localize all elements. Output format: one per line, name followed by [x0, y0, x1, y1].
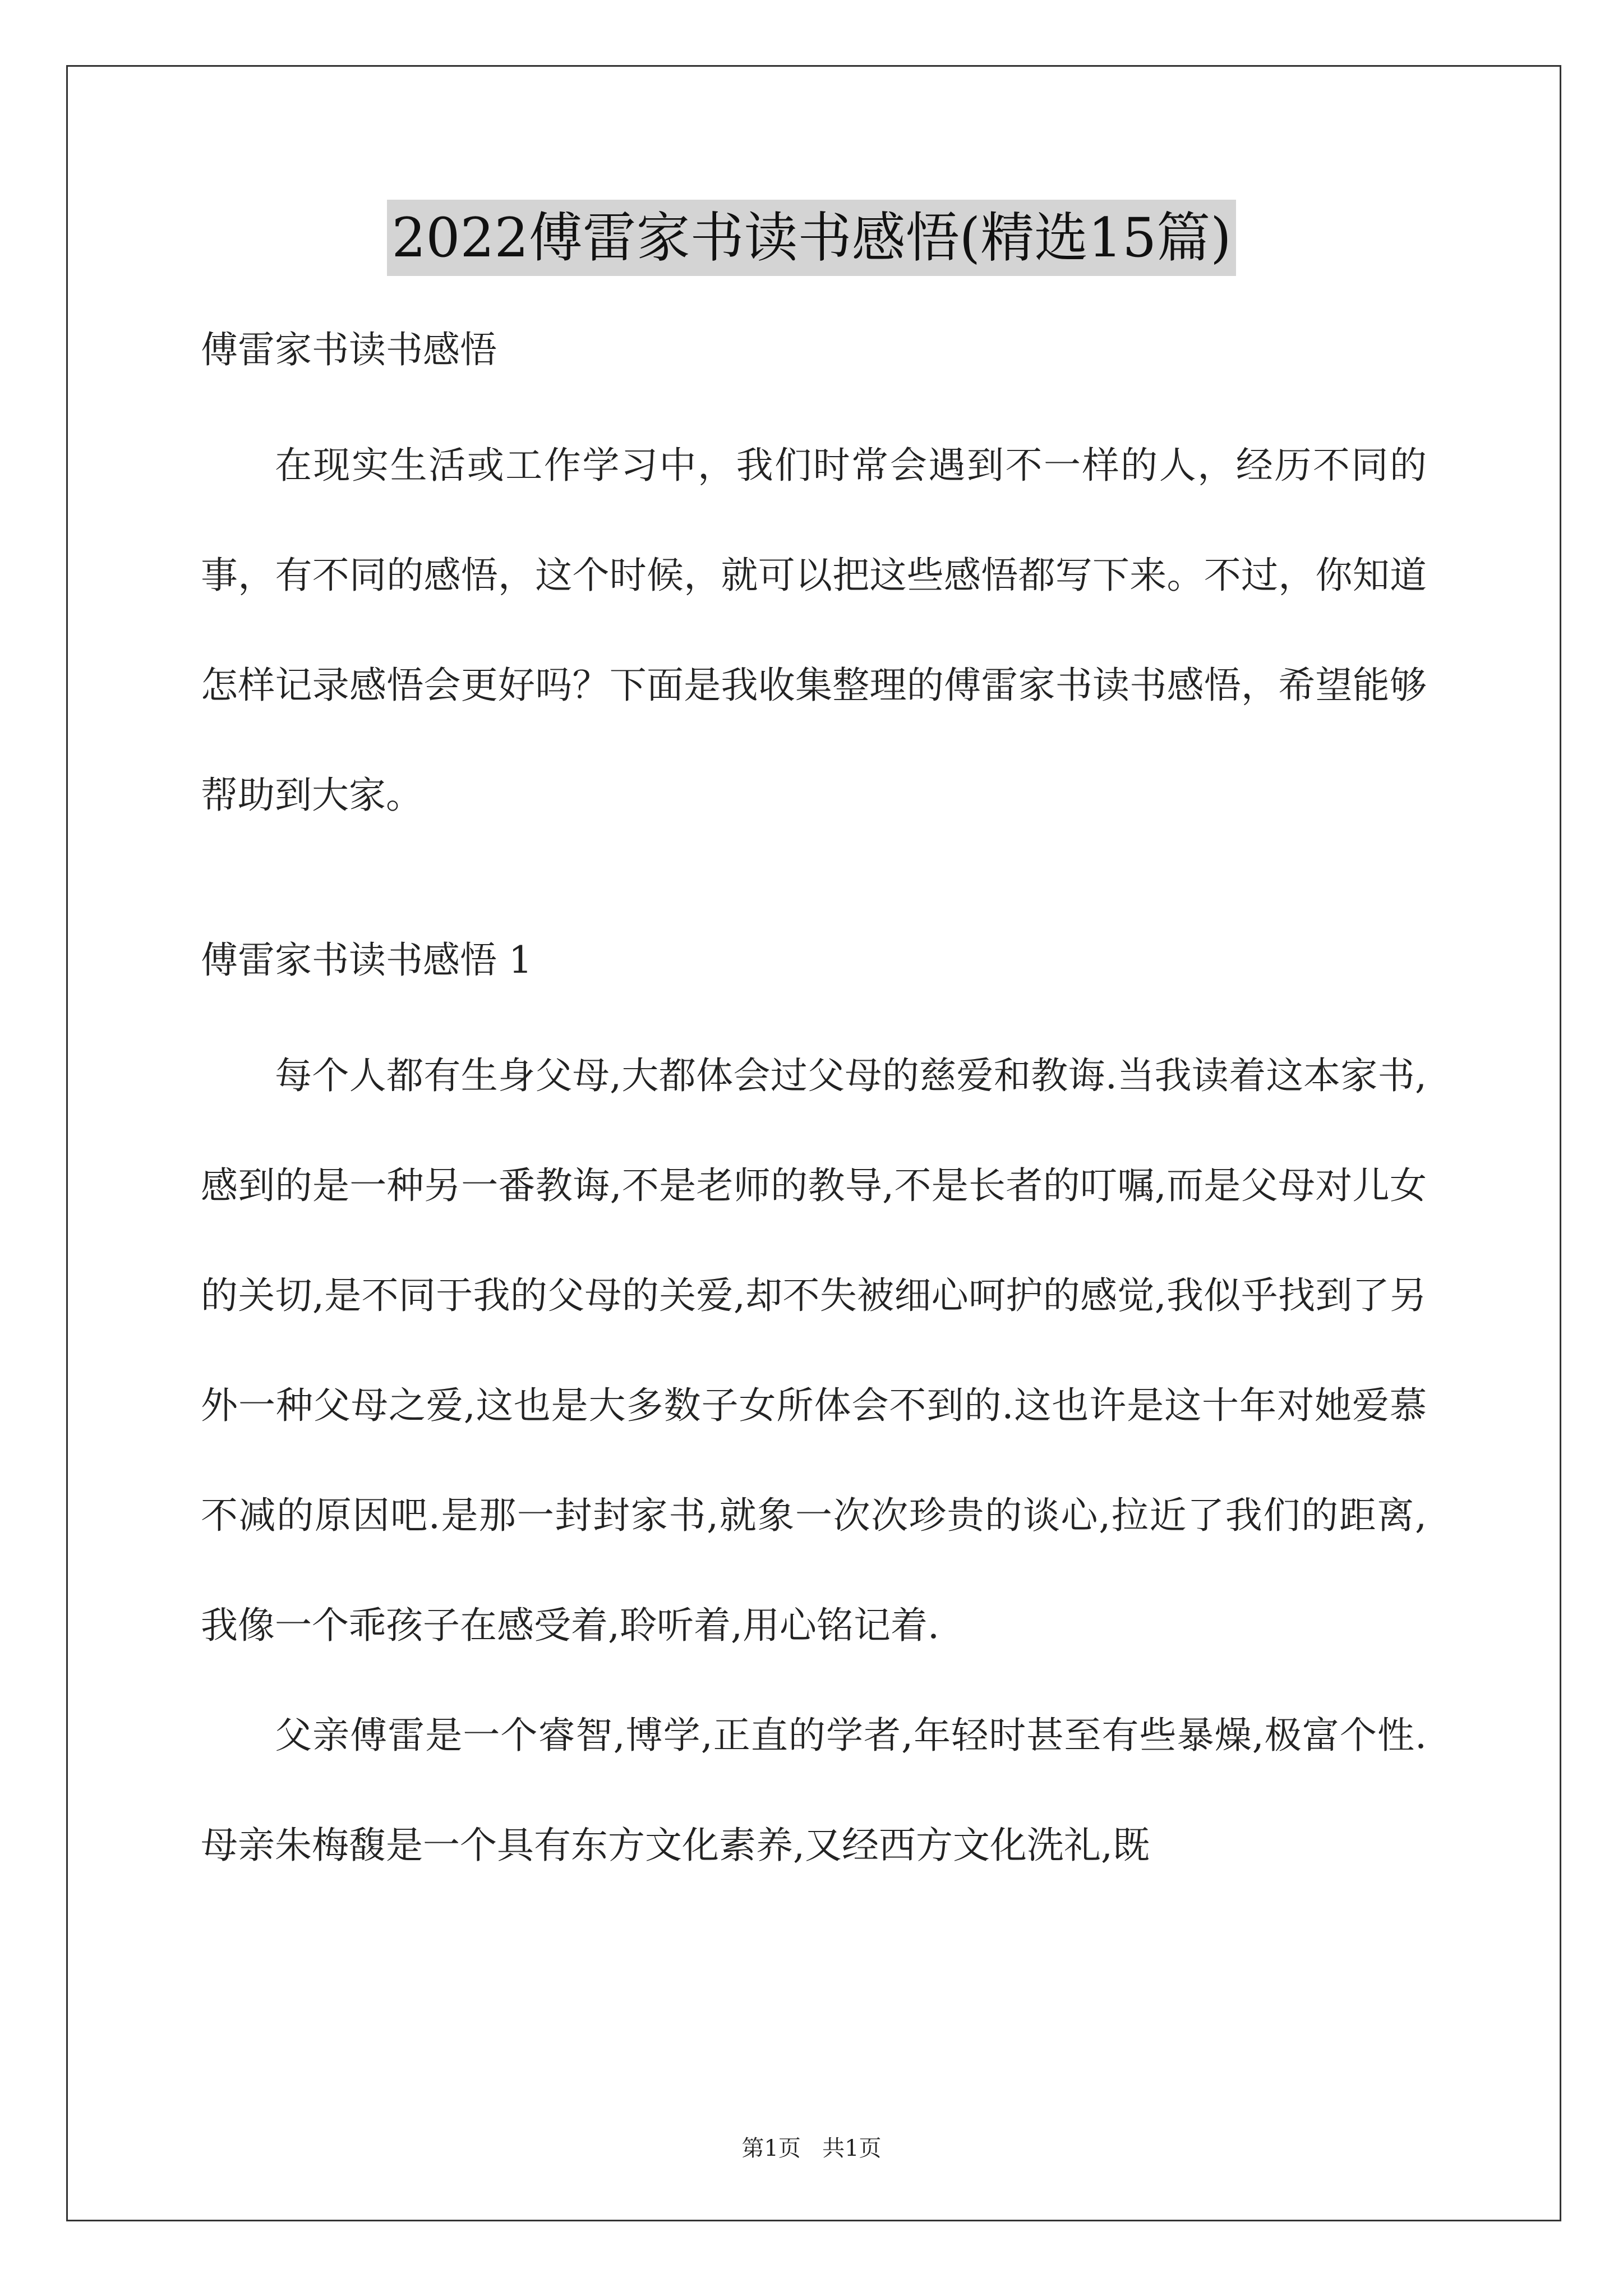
title-container: [0, 200, 1623, 276]
page-total: 共1页: [822, 2136, 882, 2161]
page-number: 第1页: [741, 2136, 801, 2161]
section-heading: 傅雷家书读书感悟: [201, 328, 497, 371]
document-body: [201, 303, 1427, 1901]
paragraph: 在现实生活或工作学习中，我们时常会遇到不一样的人，经历不同的事，有不同的感悟，这个时候，就可以把这些感悟都写下来。不过，你知道怎样记录感悟会更好吗？下面是我收集整理的傅雷家书读书感悟，希望能够帮助到大家。: [201, 444, 1427, 817]
paragraph: 每个人都有生身父母,大都体会过父母的慈爱和教诲.当我读着这本家书,感到的是一种另一番教诲,不是老师的教导,不是长者的叮嘱,而是父母对儿女的关切,是不同于我的父母的关爱,却不失被细心呵护的感觉,我似乎找到了另外一种父母之爱,这也是大多数子女所体会不到的.这也许是这十年对她爱慕不减的原因吧.是那一封封家书,就象一次次珍贵的谈心,拉近了我们的距离,我像一个乖孩子在感受着,聆听着,用心铭记着.: [201, 1054, 1427, 1647]
document-title: 2022傅雷家书读书感悟(精选15篇): [387, 200, 1235, 276]
paragraph: 父亲傅雷是一个睿智,博学,正直的学者,年轻时甚至有些暴燥,极富个性.母亲朱梅馥是一个具有东方文化素养,又经西方文化洗礼,既: [201, 1714, 1427, 1867]
section-heading: 傅雷家书读书感悟 1: [201, 938, 532, 982]
page-footer: [0, 2132, 1623, 2165]
